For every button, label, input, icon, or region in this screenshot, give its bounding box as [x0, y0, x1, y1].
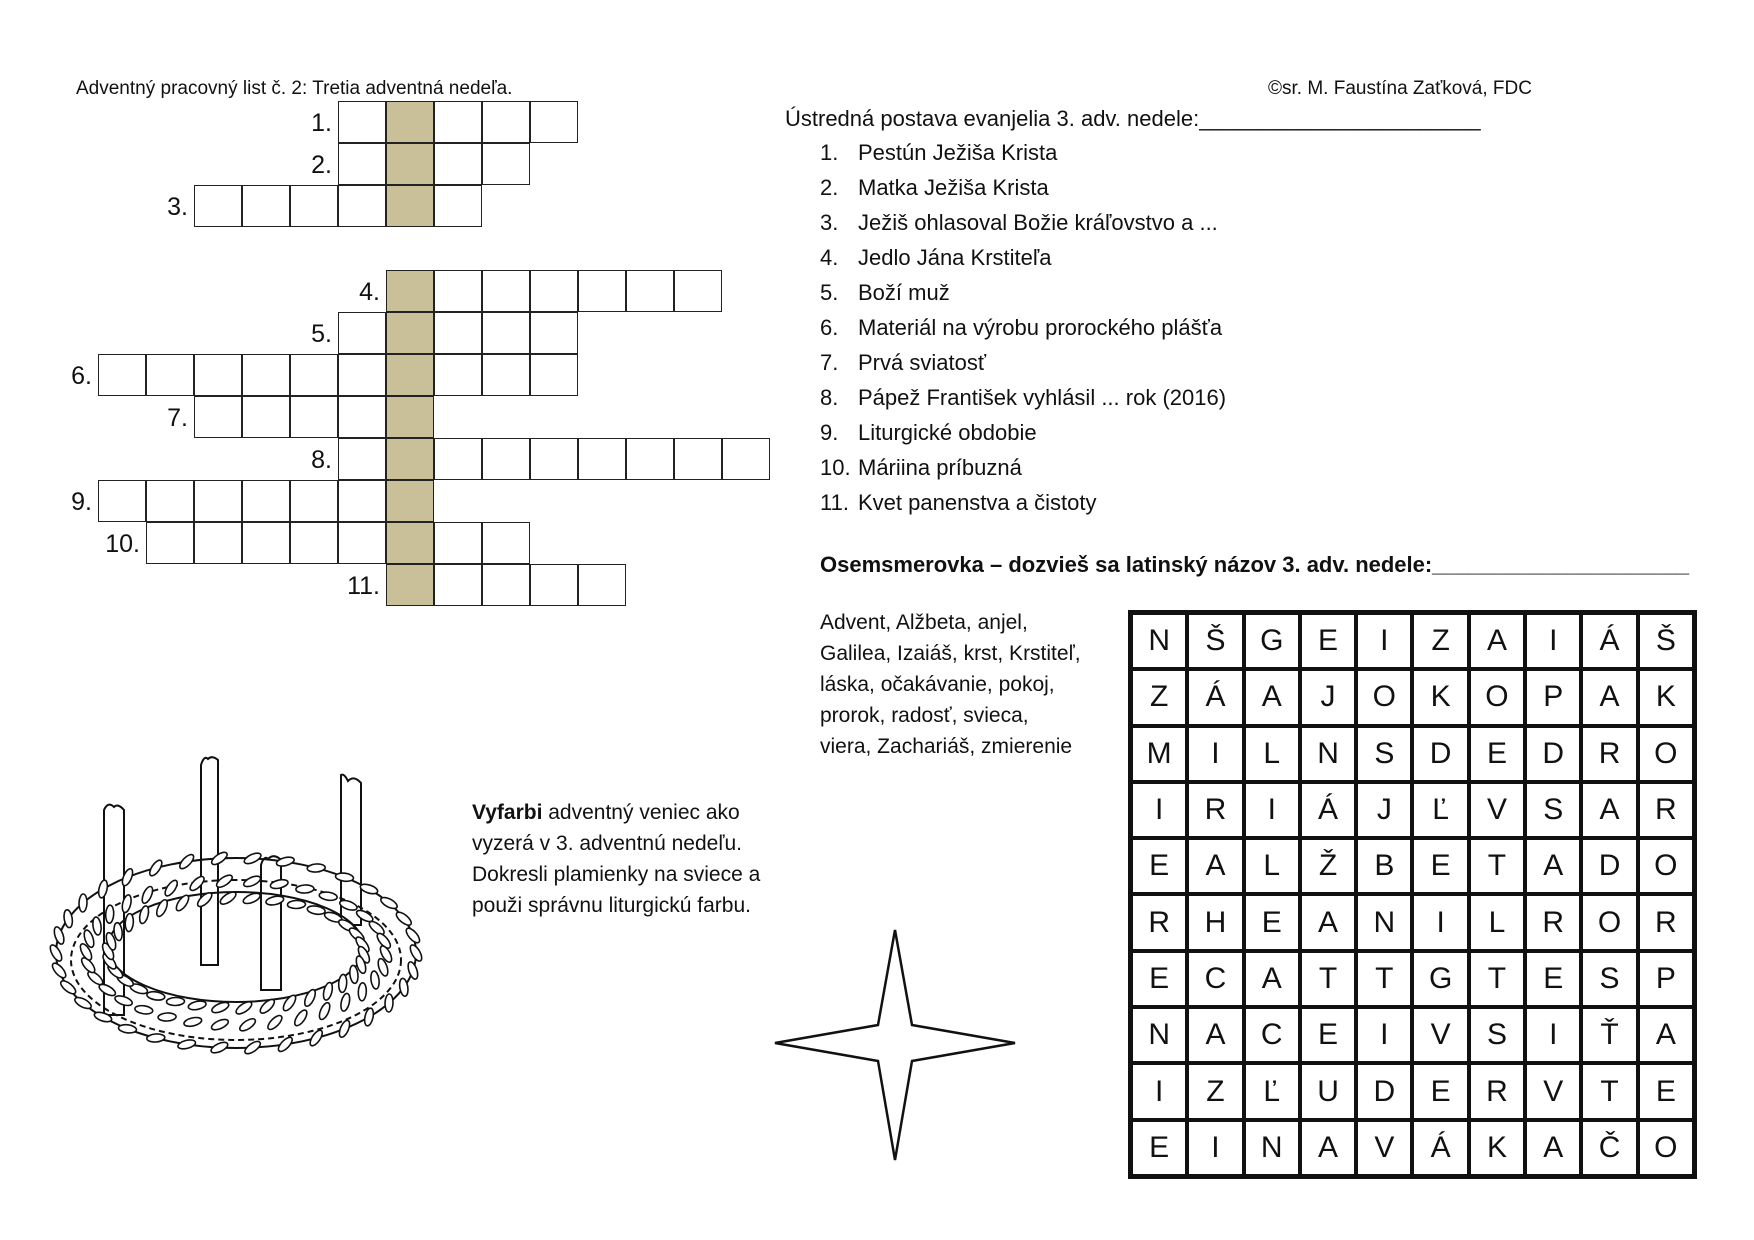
clue-text: Kvet panenstva a čistoty: [858, 490, 1097, 515]
crossword-cell[interactable]: [194, 185, 242, 227]
crossword-key-cell[interactable]: [386, 480, 434, 522]
wordsearch-letter[interactable]: S: [1469, 1007, 1525, 1063]
wordsearch-grid: [1128, 610, 1697, 1179]
worksheet-title: Adventný pracovný list č. 2: Tretia adventná nedeľa.: [76, 78, 513, 99]
wordsearch-letter[interactable]: E: [1412, 1063, 1468, 1119]
crossword-cell[interactable]: [530, 438, 578, 480]
crossword-row-number: 1.: [311, 109, 332, 137]
wordsearch-letter[interactable]: A: [1300, 1120, 1356, 1176]
wordsearch-letter[interactable]: A: [1469, 613, 1525, 669]
wordsearch-letter[interactable]: I: [1187, 726, 1243, 782]
wordsearch-letter[interactable]: E: [1300, 1007, 1356, 1063]
copyright-author: ©sr. M. Faustína Zaťková, FDC: [1268, 78, 1532, 99]
crossword-cell[interactable]: [98, 354, 146, 396]
wordsearch-letter[interactable]: D: [1581, 838, 1637, 894]
crossword-key-cell[interactable]: [386, 438, 434, 480]
coloring-instruction: [472, 797, 762, 921]
wordsearch-letter[interactable]: Ž: [1300, 838, 1356, 894]
wordsearch-letter[interactable]: D: [1356, 1063, 1412, 1119]
crossword-row-number: 11.: [347, 572, 380, 600]
crossword-key-cell[interactable]: [386, 185, 434, 227]
wordsearch-letter[interactable]: J: [1300, 669, 1356, 725]
wordsearch-letter[interactable]: A: [1187, 1007, 1243, 1063]
wreath-leaf: [92, 917, 102, 936]
wordsearch-letter[interactable]: K: [1412, 669, 1468, 725]
wordsearch-letter[interactable]: Š: [1187, 613, 1243, 669]
crossword-cell[interactable]: [194, 522, 242, 564]
wordsearch-letter[interactable]: Z: [1187, 1063, 1243, 1119]
clue-number: 4.: [820, 245, 839, 270]
word-list-line: Galilea, Izaiáš, krst, Krstiteľ,: [820, 642, 1081, 665]
advent-wreath-image: [36, 715, 436, 1080]
wordsearch-letter[interactable]: V: [1469, 782, 1525, 838]
wordsearch-letter[interactable]: I: [1356, 1007, 1412, 1063]
crossword-key-cell[interactable]: [386, 101, 434, 143]
wreath-leaf: [105, 905, 114, 923]
wordsearch-letter[interactable]: Z: [1131, 669, 1187, 725]
clue-item: [820, 455, 1022, 481]
clue-text: Pápež František vyhlásil ... rok (2016): [858, 385, 1227, 410]
crossword-row-number: 5.: [311, 320, 332, 348]
wreath-leaf: [243, 1039, 262, 1056]
instruction-text: adventný veniec ako vyzerá v 3. adventnú nedeľu. Dokresli plamienky na sviece a použi správnu liturgickú farbu.: [472, 801, 761, 917]
wordsearch-letter[interactable]: K: [1638, 669, 1694, 725]
clue-item: [820, 420, 1037, 446]
wordsearch-letter[interactable]: L: [1244, 726, 1300, 782]
wordsearch-letter[interactable]: A: [1525, 838, 1581, 894]
crossword-cell[interactable]: [338, 396, 386, 438]
clue-item: [820, 350, 986, 376]
wordsearch-letter[interactable]: I: [1525, 613, 1581, 669]
crossword-cell[interactable]: [338, 354, 386, 396]
wordsearch-letter[interactable]: I: [1356, 613, 1412, 669]
clue-text: Máriina príbuzná: [858, 455, 1022, 480]
crossword-cell[interactable]: [482, 564, 530, 606]
wreath-leaf: [134, 1005, 153, 1015]
wordsearch-letter[interactable]: D: [1412, 726, 1468, 782]
crossword-cell[interactable]: [578, 270, 626, 312]
clue-item: [820, 175, 1049, 201]
wordsearch-letter[interactable]: E: [1131, 838, 1187, 894]
wreath-leaf: [359, 882, 379, 895]
wordsearch-letter[interactable]: E: [1638, 1063, 1694, 1119]
wordsearch-letter[interactable]: E: [1131, 951, 1187, 1007]
clue-text: Materiál na výrobu prorockého plášťa: [858, 315, 1223, 340]
wordsearch-letter[interactable]: I: [1187, 1120, 1243, 1176]
wordsearch-letter[interactable]: I: [1412, 894, 1468, 950]
wordsearch-letter[interactable]: I: [1525, 1007, 1581, 1063]
wreath-leaf: [52, 926, 65, 946]
crossword-cell[interactable]: [434, 522, 482, 564]
wordsearch-title: Osemsmerovka – dozvieš sa latinský názov 3. adv. nedele:_____________________: [820, 552, 1690, 577]
wordsearch-letter[interactable]: Ľ: [1412, 782, 1468, 838]
crossword-key-cell[interactable]: [386, 312, 434, 354]
clue-number: 6.: [820, 315, 839, 340]
wordsearch-letter[interactable]: P: [1638, 951, 1694, 1007]
crossword-cell[interactable]: [482, 354, 530, 396]
crossword-cell[interactable]: [242, 480, 290, 522]
clue-number: 1.: [820, 140, 839, 165]
crossword-cell[interactable]: [194, 396, 242, 438]
crossword-cell[interactable]: [530, 270, 578, 312]
wreath-leaf: [48, 943, 64, 963]
crossword-cell[interactable]: [242, 396, 290, 438]
crossword-cell[interactable]: [338, 101, 386, 143]
crossword-cell[interactable]: [482, 101, 530, 143]
wordsearch-letter[interactable]: N: [1300, 726, 1356, 782]
crossword-cell[interactable]: [578, 564, 626, 606]
wordsearch-letter[interactable]: R: [1581, 726, 1637, 782]
wordsearch-letter[interactable]: M: [1131, 726, 1187, 782]
wreath-leaf: [408, 943, 424, 963]
wordsearch-letter[interactable]: L: [1469, 894, 1525, 950]
wreath-leaf: [317, 1001, 332, 1021]
crossword-cell[interactable]: [674, 438, 722, 480]
crossword-cell[interactable]: [290, 396, 338, 438]
clue-number: 11.: [820, 490, 849, 515]
wreath-leaf: [147, 858, 164, 877]
wreath-leaf: [322, 982, 334, 1001]
wreath-leaf: [138, 905, 150, 924]
crossword-cell[interactable]: [434, 438, 482, 480]
word-list-line: prorok, radosť, svieca,: [820, 704, 1029, 727]
wordsearch-letter[interactable]: D: [1525, 726, 1581, 782]
wreath-leaf: [118, 1024, 137, 1034]
wordsearch-letter[interactable]: S: [1356, 726, 1412, 782]
crossword-cell[interactable]: [98, 480, 146, 522]
wreath-leaf: [404, 926, 422, 945]
wordsearch-letter[interactable]: K: [1469, 1120, 1525, 1176]
wreath-leaf: [210, 1000, 230, 1014]
crossword-row-number: 6.: [71, 362, 92, 390]
wordsearch-letter[interactable]: R: [1187, 782, 1243, 838]
clue-item: [820, 140, 1057, 166]
clue-item: [820, 315, 1222, 341]
wreath-leaf: [147, 1033, 166, 1042]
wordsearch-letter[interactable]: G: [1412, 951, 1468, 1007]
crossword-cell[interactable]: [626, 270, 674, 312]
wreath-leaf: [242, 891, 262, 905]
wordsearch-letter[interactable]: A: [1581, 782, 1637, 838]
clue-number: 7.: [820, 350, 839, 375]
wordsearch-letter[interactable]: R: [1525, 894, 1581, 950]
wordsearch-letter[interactable]: O: [1356, 669, 1412, 725]
crossword-cell[interactable]: [482, 143, 530, 185]
wordsearch-letter[interactable]: C: [1244, 1007, 1300, 1063]
wreath-leaf: [210, 1017, 230, 1032]
crossword-cell[interactable]: [194, 480, 242, 522]
wordsearch-letter[interactable]: E: [1412, 838, 1468, 894]
wreath-leaf: [158, 1013, 176, 1022]
clue-text: Pestún Ježiša Krista: [858, 140, 1058, 165]
crossword-cell[interactable]: [290, 522, 338, 564]
clue-number: 8.: [820, 385, 839, 410]
wordsearch-letter[interactable]: O: [1581, 894, 1637, 950]
wreath-leaf: [174, 893, 191, 912]
wreath-leaf: [281, 993, 298, 1012]
wreath-leaf: [394, 910, 413, 928]
crossword-cell[interactable]: [482, 522, 530, 564]
wreath-leaf: [358, 983, 367, 1001]
clue-item: [820, 385, 1226, 411]
wreath-leaf: [155, 898, 170, 918]
clue-text: Matka Ježiša Krista: [858, 175, 1049, 200]
wreath-leaf: [243, 851, 263, 866]
wreath-leaf: [188, 1000, 207, 1012]
crossword-cell[interactable]: [290, 480, 338, 522]
wreath-leaf: [266, 1013, 284, 1031]
wreath-leaf: [238, 1016, 257, 1033]
wordsearch-letter[interactable]: R: [1638, 894, 1694, 950]
wordsearch-letter[interactable]: C: [1187, 951, 1243, 1007]
clue-number: 2.: [820, 175, 839, 200]
wordsearch-letter[interactable]: T: [1469, 951, 1525, 1007]
wordsearch-letter[interactable]: L: [1244, 838, 1300, 894]
wordsearch-letter[interactable]: A: [1244, 669, 1300, 725]
wreath-leaf: [125, 913, 134, 932]
wordsearch-word-list: [820, 607, 1110, 762]
crossword-cell[interactable]: [482, 438, 530, 480]
wreath-leaf: [287, 900, 305, 909]
crossword-cell[interactable]: [530, 564, 578, 606]
wreath-leaf: [296, 885, 314, 894]
crossword-cell[interactable]: [338, 480, 386, 522]
wordsearch-letter[interactable]: Ľ: [1244, 1063, 1300, 1119]
wordsearch-letter[interactable]: O: [1638, 726, 1694, 782]
wordsearch-letter[interactable]: U: [1300, 1063, 1356, 1119]
wordsearch-letter[interactable]: Ť: [1581, 1007, 1637, 1063]
wordsearch-letter[interactable]: S: [1525, 782, 1581, 838]
crossword-cell[interactable]: [722, 438, 770, 480]
wreath-leaf: [79, 894, 88, 912]
wreath-leaf: [338, 974, 347, 993]
clue-item: [820, 280, 950, 306]
wordsearch-letter[interactable]: E: [1469, 726, 1525, 782]
crossword-cell[interactable]: [434, 101, 482, 143]
clue-text: Boží muž: [858, 280, 950, 305]
crossword-cell[interactable]: [434, 143, 482, 185]
wordsearch-letter[interactable]: H: [1187, 894, 1243, 950]
crossword-row-number: 10.: [105, 530, 140, 558]
wordsearch-letter[interactable]: Z: [1412, 613, 1468, 669]
crossword-row-number: 3.: [167, 193, 188, 221]
wordsearch-letter[interactable]: A: [1187, 838, 1243, 894]
crossword-key-cell[interactable]: [386, 143, 434, 185]
wordsearch-letter[interactable]: V: [1412, 1007, 1468, 1063]
wordsearch-letter[interactable]: Á: [1187, 669, 1243, 725]
clue-number: 5.: [820, 280, 839, 305]
wreath-leaf: [379, 895, 399, 911]
instruction-bold: Vyfarbi: [472, 801, 543, 824]
crossword-cell[interactable]: [338, 185, 386, 227]
wordsearch-letter[interactable]: E: [1244, 894, 1300, 950]
wordsearch-letter[interactable]: O: [1638, 838, 1694, 894]
clue-text: Liturgické obdobie: [858, 420, 1037, 445]
wreath-leaf: [59, 979, 78, 997]
central-figure-question: Ústredná postava evanjelia 3. adv. nedele:_______________________: [785, 106, 1481, 131]
wreath-leaf: [292, 1008, 309, 1027]
crossword-key-cell[interactable]: [386, 564, 434, 606]
clue-text: Ježiš ohlasoval Božie kráľovstvo a ...: [858, 210, 1218, 235]
clue-number: 9.: [820, 420, 839, 445]
clue-item: [820, 245, 1052, 271]
wreath-leaf: [166, 997, 184, 1006]
wreath-leaf: [307, 863, 326, 872]
wordsearch-letter[interactable]: T: [1300, 951, 1356, 1007]
wordsearch-letter[interactable]: Á: [1300, 782, 1356, 838]
clue-item: [820, 490, 1096, 516]
wreath-leaf: [319, 891, 338, 901]
crossword-cell[interactable]: [242, 185, 290, 227]
crossword-cell[interactable]: [530, 354, 578, 396]
wordsearch-letter[interactable]: T: [1356, 951, 1412, 1007]
wreath-leaf: [210, 1040, 230, 1055]
wreath-leaf: [140, 885, 155, 905]
wordsearch-letter[interactable]: J: [1356, 782, 1412, 838]
wordsearch-letter[interactable]: Á: [1581, 613, 1637, 669]
crossword-key-cell[interactable]: [386, 270, 434, 312]
clue-number: 3.: [820, 210, 839, 235]
word-list-line: viera, Zachariáš, zmierenie: [820, 735, 1073, 758]
wordsearch-letter[interactable]: I: [1244, 782, 1300, 838]
crossword-cell[interactable]: [338, 143, 386, 185]
wreath-leaf: [183, 1016, 202, 1028]
wordsearch-letter[interactable]: Č: [1581, 1120, 1637, 1176]
word-list-line: láska, očakávanie, pokoj,: [820, 673, 1055, 696]
wordsearch-letter[interactable]: E: [1300, 613, 1356, 669]
wordsearch-letter[interactable]: A: [1300, 894, 1356, 950]
crossword-cell[interactable]: [578, 438, 626, 480]
wreath-leaf: [177, 1038, 196, 1050]
crossword-cell[interactable]: [338, 522, 386, 564]
crossword-row-number: 2.: [311, 151, 332, 179]
word-list-line: Advent, Alžbeta, anjel,: [820, 611, 1028, 634]
wordsearch-letter[interactable]: A: [1638, 1007, 1694, 1063]
wordsearch-letter[interactable]: A: [1581, 669, 1637, 725]
star-image: [770, 925, 1020, 1165]
wordsearch-letter[interactable]: R: [1131, 894, 1187, 950]
wordsearch-letter[interactable]: A: [1244, 951, 1300, 1007]
crossword-row-number: 9.: [71, 488, 92, 516]
wreath-leaf: [385, 994, 394, 1012]
wordsearch-letter[interactable]: B: [1356, 838, 1412, 894]
crossword-cell[interactable]: [434, 354, 482, 396]
crossword-row-number: 8.: [311, 446, 332, 474]
crossword-row-number: 4.: [359, 278, 380, 306]
crossword-cell[interactable]: [482, 312, 530, 354]
wordsearch-letter[interactable]: N: [1131, 1007, 1187, 1063]
clue-number: 10.: [820, 455, 851, 480]
wordsearch-letter[interactable]: N: [1244, 1120, 1300, 1176]
crossword-cell[interactable]: [626, 438, 674, 480]
wordsearch-letter[interactable]: N: [1131, 613, 1187, 669]
crossword-cell[interactable]: [434, 270, 482, 312]
wordsearch-letter[interactable]: N: [1356, 894, 1412, 950]
wordsearch-letter[interactable]: V: [1356, 1120, 1412, 1176]
crossword-cell[interactable]: [530, 101, 578, 143]
wordsearch-letter[interactable]: R: [1469, 1063, 1525, 1119]
wordsearch-letter[interactable]: E: [1131, 1120, 1187, 1176]
crossword-cell[interactable]: [290, 354, 338, 396]
wordsearch-letter[interactable]: T: [1469, 838, 1525, 894]
wordsearch-letter[interactable]: I: [1131, 1063, 1187, 1119]
wordsearch-letter[interactable]: Š: [1638, 613, 1694, 669]
wordsearch-letter[interactable]: O: [1469, 669, 1525, 725]
crossword-cell[interactable]: [146, 480, 194, 522]
crossword-cell[interactable]: [434, 312, 482, 354]
clue-item: [820, 210, 1218, 236]
wreath-leaf: [339, 993, 351, 1012]
crossword-cell[interactable]: [434, 564, 482, 606]
crossword-cell[interactable]: [530, 312, 578, 354]
crossword-cell[interactable]: [338, 312, 386, 354]
wreath-leaf: [303, 988, 318, 1008]
wordsearch-letter[interactable]: A: [1525, 1120, 1581, 1176]
crossword-cell[interactable]: [338, 438, 386, 480]
crossword-cell[interactable]: [242, 354, 290, 396]
wordsearch-letter[interactable]: Á: [1412, 1120, 1468, 1176]
wreath-leaf: [50, 961, 68, 980]
wreath-leaf: [406, 961, 419, 981]
crossword-cell[interactable]: [194, 354, 242, 396]
wordsearch-letter[interactable]: G: [1244, 613, 1300, 669]
clue-text: Jedlo Jána Krstiteľa: [858, 245, 1052, 270]
wordsearch-letter[interactable]: T: [1581, 1063, 1637, 1119]
crossword-cell[interactable]: [146, 522, 194, 564]
crossword-cell[interactable]: [674, 270, 722, 312]
crossword-cell[interactable]: [434, 185, 482, 227]
wordsearch-letter[interactable]: R: [1638, 782, 1694, 838]
wreath-leaf: [242, 874, 262, 889]
crossword-key-cell[interactable]: [386, 522, 434, 564]
wordsearch-letter[interactable]: E: [1525, 951, 1581, 1007]
crossword-cell[interactable]: [482, 270, 530, 312]
wordsearch-letter[interactable]: O: [1638, 1120, 1694, 1176]
crossword-key-cell[interactable]: [386, 354, 434, 396]
wordsearch-letter[interactable]: I: [1131, 782, 1187, 838]
crossword-key-cell[interactable]: [386, 396, 434, 438]
wordsearch-letter[interactable]: V: [1525, 1063, 1581, 1119]
crossword-row-number: 7.: [167, 404, 188, 432]
wordsearch-letter[interactable]: P: [1525, 669, 1581, 725]
clue-text: Prvá sviatosť: [858, 350, 987, 375]
wordsearch-letter[interactable]: S: [1581, 951, 1637, 1007]
crossword-cell[interactable]: [146, 354, 194, 396]
wreath-leaf: [370, 971, 380, 990]
crossword-cell[interactable]: [242, 522, 290, 564]
crossword-cell[interactable]: [290, 185, 338, 227]
